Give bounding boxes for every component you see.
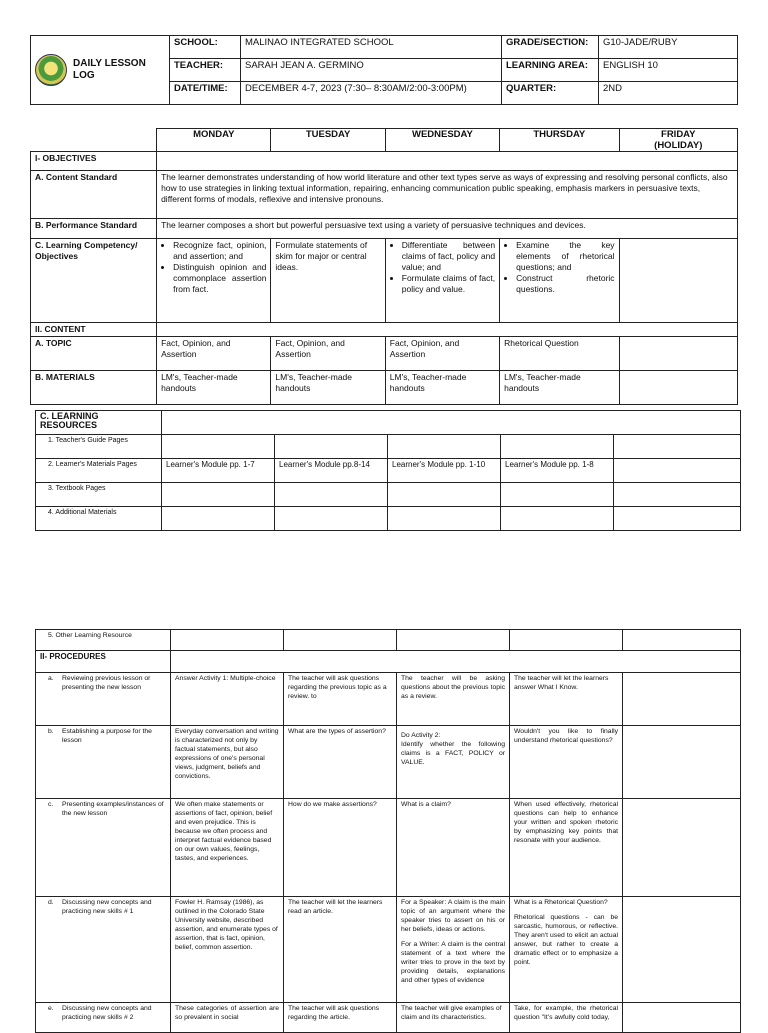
procedure-d-wednesday-speaker: For a Speaker: A claim is the main topic of an argument where the speaker tries to assert on his or her beliefs, ideas or actions.	[401, 899, 505, 933]
friday-label: FRIDAY	[661, 129, 696, 140]
topic-tuesday: Fact, Opinion, and Assertion	[271, 337, 385, 371]
table-cell	[501, 435, 614, 459]
competency-wednesday-list	[390, 240, 495, 295]
list-item: • Recognize fact, opinion, and assertion; and	[173, 240, 266, 262]
resources-heading: C. LEARNING RESOURCES	[36, 411, 162, 435]
procedure-b-wednesday-instruction: Identify whether the following claims is a FACT, POLICY or VALUE.	[401, 741, 505, 766]
table-cell	[388, 507, 501, 531]
procedure-d-letter: d.	[48, 899, 54, 906]
materials-row	[31, 371, 738, 405]
content-standard-row	[31, 171, 738, 219]
topic-label: A. TOPIC	[31, 337, 157, 371]
procedure-a-label	[36, 673, 171, 726]
table-cell	[388, 483, 501, 507]
procedure-d-tuesday: The teacher will let the learners read an article.	[284, 897, 397, 1003]
resource-lm-wednesday: Learner's Module pp. 1-10	[388, 459, 501, 483]
resource-lm-tuesday: Learner's Module pp.8-14	[275, 459, 388, 483]
procedure-c-monday: We often make statements or assertions of fact, opinion, belief and even prejudice. This is because we often process and interpret factual evidence based on our own values, feelings, tastes, and experiences.	[171, 799, 284, 897]
procedure-a-wednesday: The teacher will be asking questions about the previous topic as a review.	[397, 673, 510, 726]
school-seal-icon	[35, 54, 67, 86]
procedure-e-wednesday: The teacher will give examples of claim and its characteristics.	[397, 1003, 510, 1033]
resource-lm-label: 2. Learner's Materials Pages	[36, 459, 162, 483]
procedure-row-c	[36, 799, 741, 897]
topic-friday	[619, 337, 737, 371]
materials-tuesday: LM's, Teacher-made handouts	[271, 371, 385, 405]
table-cell	[614, 435, 741, 459]
procedure-e-friday	[623, 1003, 741, 1033]
table-cell	[275, 435, 388, 459]
procedure-c-wednesday: What is a claim?	[397, 799, 510, 897]
procedure-d-text: Discussing new concepts and practicing new skills # 1	[62, 899, 152, 915]
day-monday: MONDAY	[157, 129, 271, 152]
procedure-d-thursday-question: What is a Rhetorical Question?	[514, 899, 608, 906]
competency-wednesday	[385, 239, 499, 323]
procedure-d-monday: Fowler H. Ramsay (1986), as outlined in the Colorado State University website, described assertion, and enumerate types of assertion, that is fact, opinion, belief, common assertion.	[171, 897, 284, 1003]
resource-lm-thursday: Learner's Module pp. 1-8	[501, 459, 614, 483]
procedure-e-letter: e.	[48, 1005, 54, 1012]
procedure-row-d	[36, 897, 741, 1003]
competency-tuesday: Formulate statements of skim for major or central ideas.	[271, 239, 385, 323]
procedure-b-monday: Everyday conversation and writing is characterized not only by factual statements, but also expressions of one's personal views, judgment, beliefs and convictions.	[171, 726, 284, 799]
competency-friday	[619, 239, 737, 323]
procedure-a-tuesday: The teacher will ask questions regarding the previous topic as a review. to	[284, 673, 397, 726]
table-cell	[162, 435, 275, 459]
objectives-heading-fill	[157, 152, 738, 171]
table-cell	[614, 507, 741, 531]
competency-monday	[157, 239, 271, 323]
list-item: • Examine the key elements of rhetorical questions; and	[516, 240, 614, 273]
page-title: DAILY LESSON LOG	[73, 58, 146, 81]
grade-label: GRADE/SECTION:	[502, 36, 599, 59]
procedure-a-letter: a.	[48, 675, 54, 682]
table-cell	[162, 507, 275, 531]
quarter-value: 2ND	[599, 82, 738, 105]
resources-row-lm	[36, 459, 741, 483]
resources-table	[35, 410, 741, 531]
procedures-table	[35, 629, 741, 1033]
content-heading: II. CONTENT	[31, 323, 157, 337]
competency-monday-list	[161, 240, 266, 295]
day-header-blank	[31, 129, 157, 152]
procedure-a-thursday: The teacher will let the learners answer What I Know.	[510, 673, 623, 726]
table-cell	[397, 630, 510, 651]
resource-tg-label: 1. Teacher's Guide Pages	[36, 435, 162, 459]
procedure-row-e	[36, 1003, 741, 1033]
procedure-e-label	[36, 1003, 171, 1033]
materials-thursday: LM's, Teacher-made handouts	[500, 371, 619, 405]
list-item: • Distinguish opinion and commonplace assertion from fact.	[173, 262, 266, 295]
procedure-e-tuesday: The teacher will ask questions regarding the article.	[284, 1003, 397, 1033]
table-cell	[510, 630, 623, 651]
materials-monday: LM's, Teacher-made handouts	[157, 371, 271, 405]
friday-note: (HOLIDAY)	[654, 140, 703, 151]
procedure-c-letter: c.	[48, 801, 54, 808]
procedure-b-label	[36, 726, 171, 799]
header-table	[30, 35, 738, 105]
school-label: SCHOOL:	[170, 36, 241, 59]
procedure-d-thursday	[510, 897, 623, 1003]
other-resource-row	[36, 630, 741, 651]
content-standard-text: The learner demonstrates understanding of how world literature and other text types serve as ways of expressing and resolving personal conflicts, also how to use strategies in linking textual information, repairing, enhancing communication public speaking, emphasis markers in persuasive texts, different forms of modals, reflexive and intensive pronouns.	[157, 171, 738, 219]
procedure-c-friday	[623, 799, 741, 897]
day-thursday: THURSDAY	[500, 129, 619, 152]
list-item: • Construct rhetoric questions.	[516, 273, 614, 295]
table-cell	[388, 435, 501, 459]
procedure-c-text: Presenting examples/instances of the new lesson	[62, 801, 164, 817]
materials-wednesday: LM's, Teacher-made handouts	[385, 371, 499, 405]
procedures-heading-row	[36, 651, 741, 673]
topic-thursday: Rhetorical Question	[500, 337, 619, 371]
resources-heading-fill	[162, 411, 741, 435]
procedure-d-wednesday	[397, 897, 510, 1003]
area-value: ENGLISH 10	[599, 59, 738, 82]
resources-row-additional	[36, 507, 741, 531]
materials-friday	[619, 371, 737, 405]
resource-additional-label: 4. Additional Materials	[36, 507, 162, 531]
procedure-b-wednesday	[397, 726, 510, 799]
quarter-label: QUARTER:	[502, 82, 599, 105]
procedure-a-text: Reviewing previous lesson or presenting the new lesson	[62, 675, 151, 691]
procedures-heading-fill	[171, 651, 741, 673]
performance-standard-row	[31, 219, 738, 239]
performance-standard-text: The learner composes a short but powerful persuasive text using a variety of persuasive techniques and devices.	[157, 219, 738, 239]
content-standard-label: A. Content Standard	[31, 171, 157, 219]
day-header-row	[31, 129, 738, 152]
table-cell	[623, 630, 741, 651]
topic-wednesday: Fact, Opinion, and Assertion	[385, 337, 499, 371]
objectives-heading-row	[31, 152, 738, 171]
grade-value: G10-JADE/RUBY	[599, 36, 738, 59]
procedure-b-wednesday-activity: Do Activity 2:	[401, 732, 441, 739]
resource-other-label: 5. Other Learning Resource	[36, 630, 171, 651]
resources-heading-row	[36, 411, 741, 435]
header-row-school	[31, 36, 738, 59]
procedure-b-friday	[623, 726, 741, 799]
procedure-b-thursday: Wouldn't you like to finally understand rhetorical questions?	[510, 726, 623, 799]
materials-label: B. MATERIALS	[31, 371, 157, 405]
teacher-label: TEACHER:	[170, 59, 241, 82]
procedure-b-letter: b.	[48, 728, 54, 735]
lesson-table	[30, 128, 738, 405]
resources-row-tg	[36, 435, 741, 459]
datetime-value: DECEMBER 4-7, 2023 (7:30– 8:30AM/2:00-3:00PM)	[241, 82, 502, 105]
datetime-label: DATE/TIME:	[170, 82, 241, 105]
header-brand	[35, 54, 165, 86]
content-heading-fill	[157, 323, 738, 337]
table-cell	[501, 507, 614, 531]
competency-row	[31, 239, 738, 323]
procedure-d-thursday-definition: Rhetorical questions - can be sarcastic, humorous, or reflective. They aren't used to elicit an actual answer, but rather to create a dramatic effect or to emphasize a point.	[514, 914, 618, 966]
topic-row	[31, 337, 738, 371]
procedure-row-b	[36, 726, 741, 799]
competency-thursday	[500, 239, 619, 323]
school-value: MALINAO INTEGRATED SCHOOL	[241, 36, 502, 59]
competency-thursday-list	[504, 240, 614, 295]
procedure-d-friday	[623, 897, 741, 1003]
table-cell	[171, 630, 284, 651]
table-cell	[501, 483, 614, 507]
procedure-e-text: Discussing new concepts and practicing new skills # 2	[62, 1005, 152, 1021]
resources-row-textbook	[36, 483, 741, 507]
table-cell	[275, 507, 388, 531]
procedure-b-tuesday: What are the types of assertion?	[284, 726, 397, 799]
procedure-a-monday: Answer Activity 1: Multiple-choice	[171, 673, 284, 726]
resource-textbook-label: 3. Textbook Pages	[36, 483, 162, 507]
procedures-heading: II- PROCEDURES	[36, 651, 171, 673]
objectives-heading: I- OBJECTIVES	[31, 152, 157, 171]
resource-lm-monday: Learner's Module pp. 1-7	[162, 459, 275, 483]
procedure-a-friday	[623, 673, 741, 726]
procedure-e-thursday: Take, for example, the rhetorical question "It's awfully cold today,	[510, 1003, 623, 1033]
day-tuesday: TUESDAY	[271, 129, 385, 152]
procedure-d-wednesday-writer: For a Writer: A claim is the central statement of a text where the writer tries to prove in the text by providing details, explanations and other types of evidence	[401, 941, 505, 984]
procedure-row-a	[36, 673, 741, 726]
performance-standard-label: B. Performance Standard	[31, 219, 157, 239]
procedure-c-thursday: When used effectively, rhetorical questions can help to enhance your written and spoken rhetoric by emphasizing key points that resonate with your audience.	[510, 799, 623, 897]
procedure-e-monday: These categories of assertion are so prevalent in social	[171, 1003, 284, 1033]
table-cell	[614, 459, 741, 483]
procedure-c-label	[36, 799, 171, 897]
area-label: LEARNING AREA:	[502, 59, 599, 82]
procedure-c-tuesday: How do we make assertions?	[284, 799, 397, 897]
header-logo-cell	[31, 36, 170, 105]
day-wednesday: WEDNESDAY	[385, 129, 499, 152]
table-cell	[614, 483, 741, 507]
table-cell	[162, 483, 275, 507]
list-item: • Formulate claims of fact, policy and value.	[402, 273, 495, 295]
procedure-d-label	[36, 897, 171, 1003]
day-friday	[619, 129, 737, 152]
teacher-value: SARAH JEAN A. GERMINO	[241, 59, 502, 82]
competency-label: C. Learning Competency/ Objectives	[31, 239, 157, 323]
procedure-b-text: Establishing a purpose for the lesson	[62, 728, 152, 744]
topic-monday: Fact, Opinion, and Assertion	[157, 337, 271, 371]
table-cell	[275, 483, 388, 507]
table-cell	[284, 630, 397, 651]
list-item: • Differentiate between claims of fact, policy and value; and	[402, 240, 495, 273]
content-heading-row	[31, 323, 738, 337]
